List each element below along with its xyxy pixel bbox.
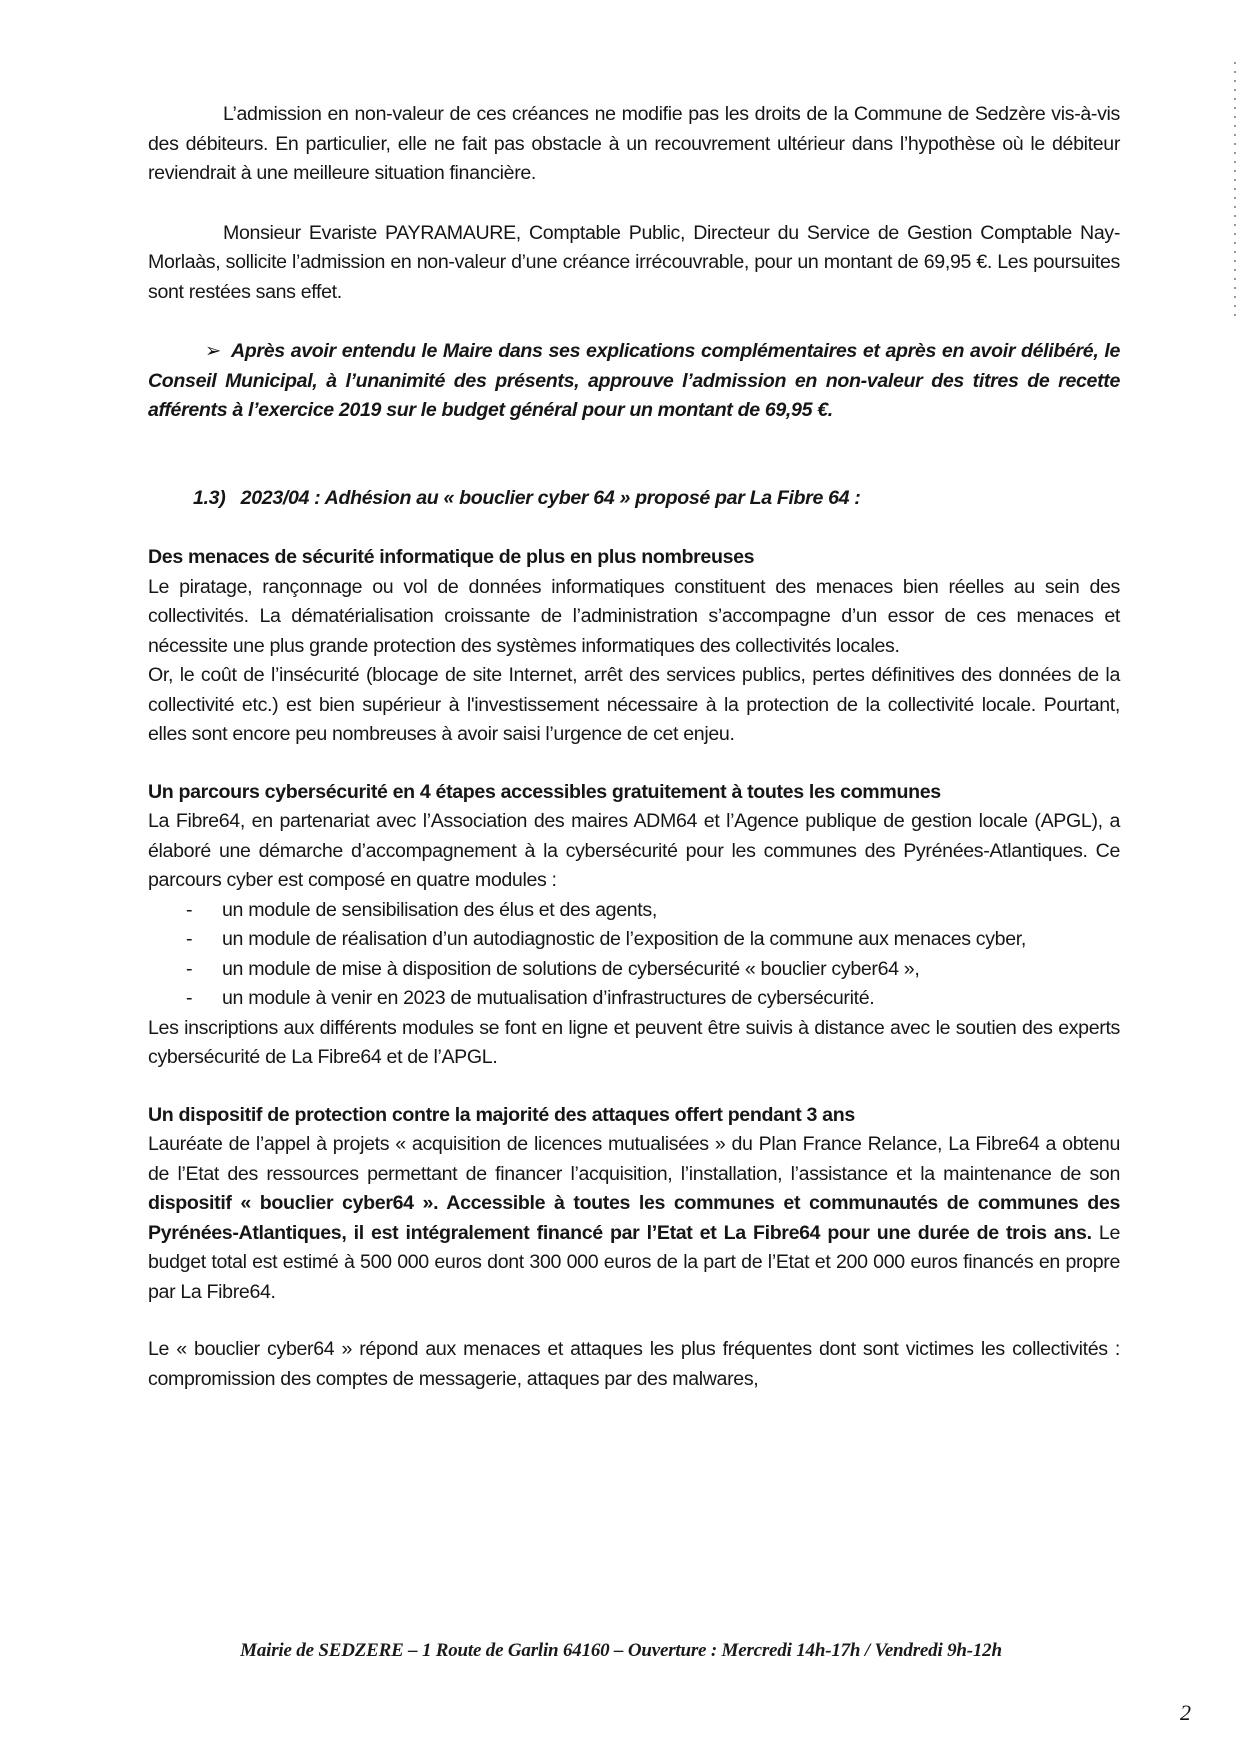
subsection-heading-dispositif: Un dispositif de protection contre la majorité des attaques offert pendant 3 ans (148, 1103, 855, 1126)
paragraph-parcours-intro: La Fibre64, en partenariat avec l’Association des maires ADM64 et l’Agence publique de gestion locale (APGL), a élaboré une démarche d’accompagnement à la cybersécurité pour les communes des Pyrénées-Atlantiques. Ce parcours cyber est composé en quatre modules : (148, 810, 1120, 891)
paragraph-comptable-request: Monsieur Evariste PAYRAMAURE, Comptable Public, Directeur du Service de Gestion Comptable Nay-Morlaàs, sollicite l’admission en non-valeur d’une créance irrécouvrable, pour un montant de 69,95 €. Les poursuites sont restées sans effet. (148, 221, 1120, 303)
list-item: - un module de réalisation d’un autodiagnostic de l’exposition de la commune aux menaces cyber, (222, 925, 1120, 955)
paragraph-admission-rights: L’admission en non-valeur de ces créances ne modifie pas les droits de la Commune de Sedzère vis-à-vis des débiteurs. En particulier, elle ne fait pas obstacle à un recouvrement ultérieur dans l’hypothèse où le débiteur reviendrait à une meilleure situation financière. (148, 103, 1120, 184)
paragraph-dispositif-1 (148, 1130, 1120, 1307)
list-item: - un module de mise à disposition de solutions de cybersécurité « bouclier cyber64 », (222, 955, 1120, 985)
subsection-heading-parcours: Un parcours cybersécurité en 4 étapes accessibles gratuitement à toutes les communes (148, 780, 941, 803)
resolution-paragraph (148, 337, 1120, 426)
section-title-text: 2023/04 : Adhésion au « bouclier cyber 64 » proposé par La Fibre 64 : (240, 486, 861, 509)
dispositif-text-a: Lauréate de l’appel à projets « acquisition de licences mutualisées » du Plan France Relance, La Fibre64 a obtenu de l’Etat des ressources permettant de financer l’acquisition, l’installation, l’assistance et la maintenance de son (148, 1133, 1120, 1185)
scan-margin-marks (1234, 62, 1236, 322)
section-number: 1.3) (193, 486, 226, 509)
paragraph-threats-1: Le piratage, rançonnage ou vol de données informatiques constituent des menaces bien réelles au sein des collectivités. La dématérialisation croissante de l’administration s’accompagne d’un essor de ces menaces et nécessite une plus grande protection des systèmes informatiques des collectivités locales. (148, 575, 1120, 657)
dispositif-text-c: Le budget total est estimé à 500 000 euros dont 300 000 euros de la part de l’Etat et 200 000 euros financés en propre par La Fibre64. (148, 1221, 1120, 1303)
paragraph-parcours-outro: Les inscriptions aux différents modules se font en ligne et peuvent être suivis à distance avec le soutien des experts cybersécurité de La Fibre64 et de l’APGL. (148, 1016, 1120, 1068)
paragraph-dispositif-2: Le « bouclier cyber64 » répond aux menaces et attaques les plus fréquentes dont sont victimes les collectivités : compromission des comptes de messagerie, attaques par des malwares, (148, 1338, 1120, 1390)
section-title (193, 484, 1120, 514)
subsection-heading-threats: Des menaces de sécurité informatique de plus en plus nombreuses (148, 546, 755, 568)
page-footer: Mairie de SEDZERE – 1 Route de Garlin 64160 – Ouverture : Mercredi 14h-17h / Vendredi 9h-12h (240, 1640, 1002, 1661)
list-item: - un module à venir en 2023 de mutualisation d’infrastructures de cybersécurité. (222, 984, 1120, 1014)
dispositif-text-bold: dispositif « bouclier cyber64 ». Accessible à toutes les communes et communautés de communes des Pyrénées-Atlantiques, il est intégralement financé par l’Etat et La Fibre64 pour une durée de trois ans. (148, 1192, 1120, 1244)
page-number: 2 (1180, 1700, 1191, 1725)
resolution-text: Après avoir entendu le Maire dans ses explications complémentaires et après en avoir délibéré, le Conseil Municipal, à l’unanimité des présents, approuve l’admission en non-valeur des titres de recette afférents à l’exercice 2019 sur le budget général pour un montant de 69,95 €. (148, 340, 1120, 421)
list-item: - un module de sensibilisation des élus et des agents, (222, 896, 1120, 926)
document-page (148, 100, 1120, 1394)
modules-list (148, 896, 1120, 1014)
arrow-bullet-icon: ➢ (205, 340, 222, 362)
paragraph-threats-2: Or, le coût de l’insécurité (blocage de site Internet, arrêt des services publics, pertes définitives des données de la collectivité etc.) est bien supérieur à l'investissement nécessaire à la protection de la collectivité locale. Pourtant, elles sont encore peu nombreuses à avoir saisi l’urgence de cet enjeu. (148, 664, 1120, 745)
